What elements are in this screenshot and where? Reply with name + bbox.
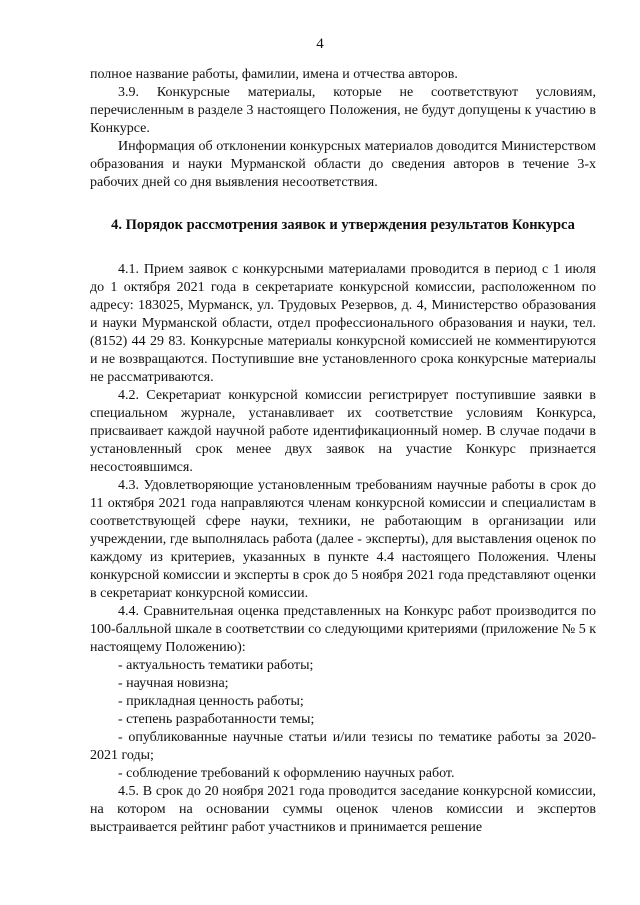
criteria-item: - актуальность тематики работы; [118,658,314,673]
paragraph-continuation: полное название работы, фамилии, имена и отчества авторов. [90,67,458,82]
criteria-item: - соблюдение требований к оформлению научных работ. [118,766,455,781]
paragraph-4-3: 4.3. Удовлетворяющие установленным требованиям научные работы в срок до 11 октября 2021 года направляются членам конкурсной комиссии и специалистам в соответствующей сфере науки, техники, не работающим в организации или учреждении, где выполнялась работа (далее - эксперты), для выставления оценок по каждому из критериев, указанных в пункте 4.4 настоящего Положения. Члены конкурсной комиссии и эксперты в срок до 5 ноября 2021 года представляют оценки в секретариат конкурсной комиссии. [90,478,596,601]
criteria-item: - степень разработанности темы; [118,712,315,727]
paragraph-4-5: 4.5. В срок до 20 ноября 2021 года проводится заседание конкурсной комиссии, на котором на основании суммы оценок членов комиссии и экспертов выстраивается рейтинг работ участников и принимается решение [90,784,596,835]
paragraph-3-9: 3.9. Конкурсные материалы, которые не соответствуют условиям, перечисленным в разделе 3 настоящего Положения, не будут допущены к участию в Конкурсе. [90,85,596,136]
criteria-list [90,657,596,783]
section-heading: 4. Порядок рассмотрения заявок и утверждения результатов Конкурса [111,217,575,233]
paragraph-rejection-info: Информация об отклонении конкурсных материалов доводится Министерством образования и науки Мурманской области до сведения авторов в течение 3-х рабочих дней со дня выявления несоответствия. [90,139,596,190]
criteria-item: - прикладная ценность работы; [118,694,304,709]
criteria-item: - научная новизна; [118,676,229,691]
document-body [90,66,596,837]
paragraph-4-1: 4.1. Прием заявок с конкурсными материалами проводится в период с 1 июля до 1 октября 2021 года в секретариате конкурсной комиссии, расположенном по адресу: 183025, Мурманск, ул. Трудовых Резервов, д. 4, Министерство образования и науки Мурманской области, отдел профессионального образования и науки, тел. (8152) 44 29 83. Конкурсные материалы конкурсной комиссией не комментируются и не возвращаются. Поступившие вне установленного срока конкурсные материалы не рассматриваются. [90,262,596,385]
paragraph-4-2: 4.2. Секретариат конкурсной комиссии регистрирует поступившие заявки в специальном журнале, устанавливает их соответствие условиям Конкурса, присваивает каждой научной работе идентификационный номер. В случае подачи в установленный срок менее двух заявок на участие Конкурс признается несостоявшимся. [90,388,596,475]
page-number: 4 [316,36,324,52]
criteria-item: - опубликованные научные статьи и/или тезисы по тематике работы за 2020-2021 годы; [90,730,596,763]
paragraph-4-4: 4.4. Сравнительная оценка представленных на Конкурс работ производится по 100-балльной шкале в соответствии со следующими критериями (приложение № 5 к настоящему Положению): [90,604,596,655]
